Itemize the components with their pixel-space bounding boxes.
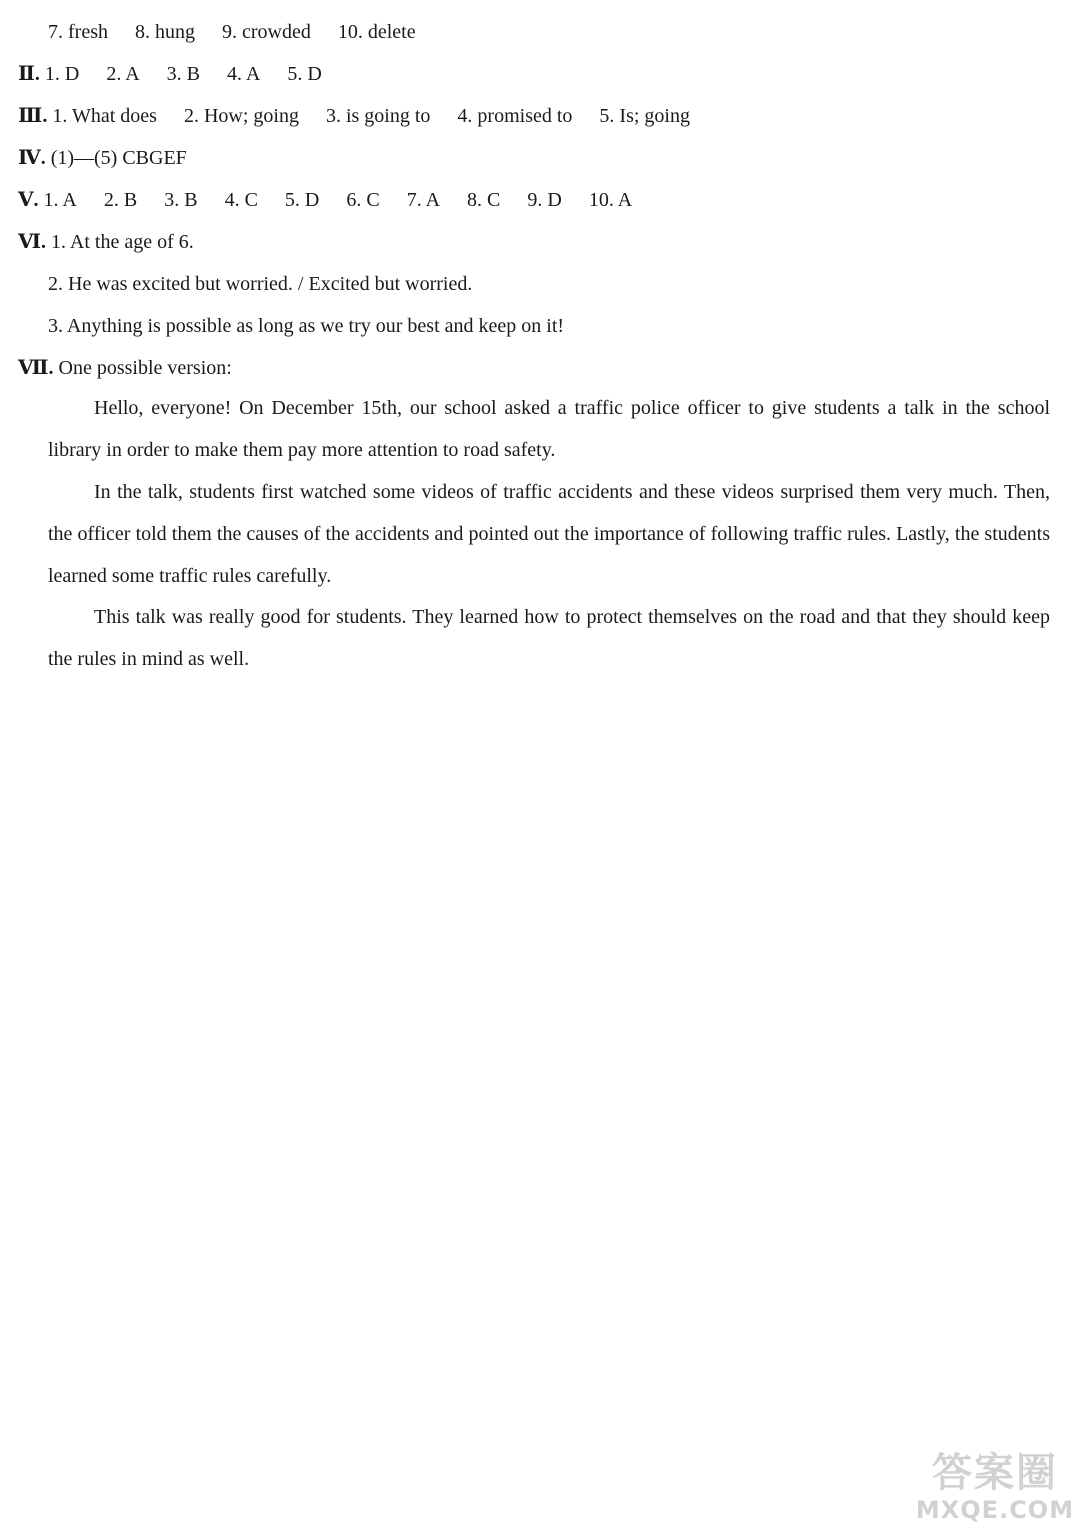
section-numeral: Ⅳ. bbox=[18, 147, 46, 169]
answer-item: 2. B bbox=[103, 189, 138, 211]
essay-paragraph: In the talk, students first watched some videos of traffic accidents and these videos surprised them very much. Then, the officer told them the causes of the accidents and pointed out the importance of following traffic rules. Lastly, the students learned some traffic rules carefully. bbox=[48, 481, 1050, 587]
answer-item: 4. C bbox=[224, 189, 258, 211]
answer-row-section-2 bbox=[18, 62, 344, 86]
answer-item: 3. B bbox=[164, 189, 198, 211]
answer-row-vocabulary bbox=[48, 20, 438, 44]
answer-item: 1. A bbox=[43, 189, 77, 211]
answer-item: 10. A bbox=[588, 189, 633, 211]
answer-item: 2. He was excited but worried. / Excited but worried. bbox=[48, 273, 473, 295]
answer-item: 2. A bbox=[106, 63, 140, 85]
answer-row-section-5 bbox=[18, 188, 654, 212]
answer-item: 8. C bbox=[467, 189, 501, 211]
answer-item: 5. D bbox=[287, 63, 322, 85]
answer-item: 7. A bbox=[406, 189, 441, 211]
answer-item: 9. crowded bbox=[221, 21, 311, 43]
answer-item: 3. Anything is possible as long as we try our best and keep on it! bbox=[48, 315, 565, 337]
site-watermark bbox=[910, 1450, 1080, 1530]
answer-item: 4. A bbox=[227, 63, 261, 85]
answer-row-section-7 bbox=[18, 356, 232, 380]
answer-row-section-4 bbox=[18, 146, 209, 170]
answer-item: 5. D bbox=[284, 189, 320, 211]
watermark-logo-text: 答案圈 bbox=[932, 1450, 1058, 1496]
essay-paragraph: Hello, everyone! On December 15th, our school asked a traffic police officer to give students a talk in the school library in order to make them pay more attention to road safety. bbox=[48, 397, 1050, 461]
answer-row-section-6 bbox=[18, 230, 194, 254]
section-numeral: Ⅵ. bbox=[18, 231, 46, 253]
watermark-domain: MXQE.COM bbox=[915, 1496, 1075, 1524]
section-numeral: Ⅱ. bbox=[18, 63, 40, 85]
section-numeral: Ⅴ. bbox=[18, 189, 39, 211]
section-heading: One possible version: bbox=[58, 357, 232, 379]
answer-item: 1. At the age of 6. bbox=[51, 231, 194, 253]
answer-item: 5. Is; going bbox=[599, 105, 690, 127]
answer-item: 7. fresh bbox=[48, 21, 108, 43]
answer-row-section-6-item-3 bbox=[48, 314, 564, 338]
answer-item: 6. C bbox=[346, 189, 380, 211]
answer-item: 1. What does bbox=[52, 105, 157, 127]
answer-row-section-6-item-2 bbox=[48, 272, 472, 296]
answer-item: (1)—(5) CBGEF bbox=[50, 147, 187, 169]
section-numeral: Ⅶ. bbox=[18, 357, 54, 379]
answer-item: 8. hung bbox=[134, 21, 195, 43]
answer-row-section-3 bbox=[18, 104, 712, 128]
answer-item: 1. D bbox=[44, 63, 80, 85]
section-numeral: Ⅲ. bbox=[18, 105, 48, 127]
answer-item: 4. promised to bbox=[457, 105, 573, 127]
answer-item: 9. D bbox=[527, 189, 562, 211]
answer-item: 2. How; going bbox=[183, 105, 299, 127]
answer-item: 10. delete bbox=[337, 21, 416, 43]
answer-item: 3. B bbox=[166, 63, 200, 85]
answer-item: 3. is going to bbox=[325, 105, 431, 127]
essay-paragraph: This talk was really good for students. They learned how to protect themselves on the road and that they should keep the rules in mind as well. bbox=[48, 606, 1050, 670]
